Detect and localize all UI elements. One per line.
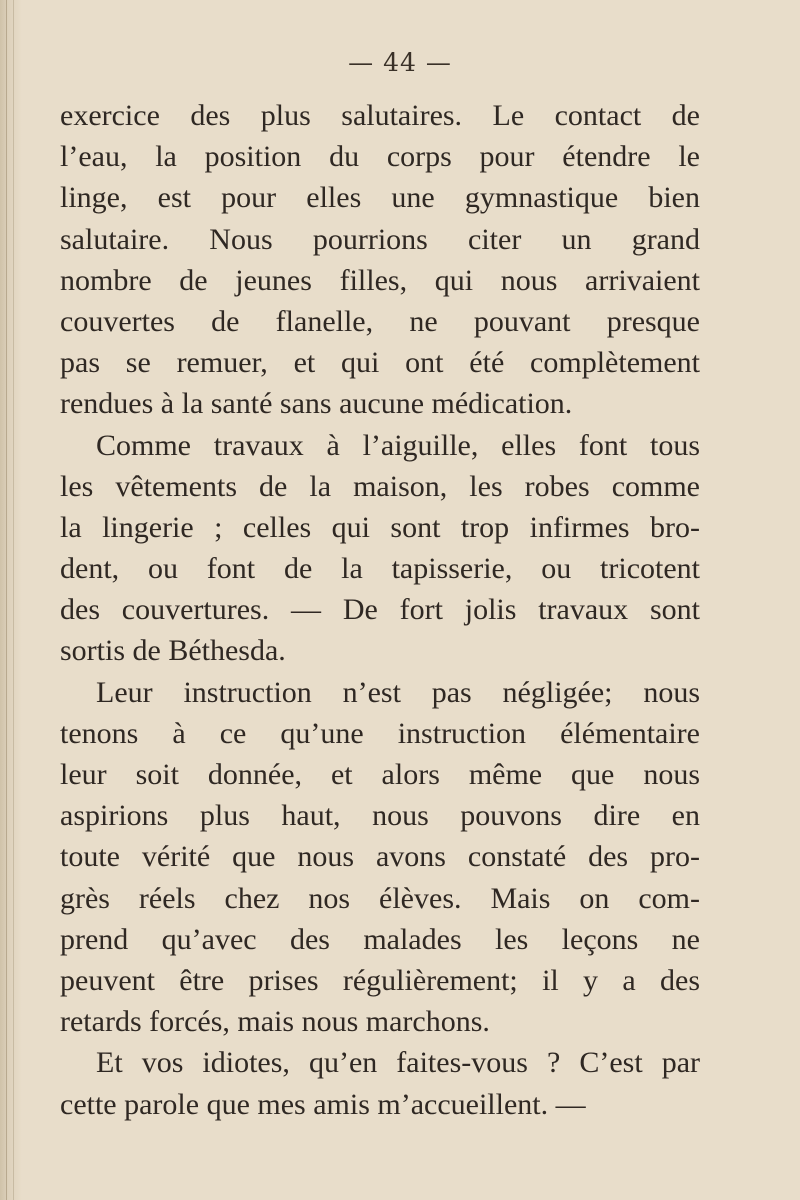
text-line: linge, est pour elles une gymnastique bien [60, 181, 700, 215]
text-line: retards forcés, mais nous marchons. [60, 1005, 490, 1039]
text-line: dent, ou font de la tapisserie, ou tricotent [60, 552, 700, 586]
text-line: les vêtements de la maison, les robes comme [60, 469, 700, 503]
text-line: aspirions plus haut, nous pouvons dire en [60, 799, 700, 833]
text-line: toute vérité que nous avons constaté des pro- [60, 840, 700, 874]
page-gutter [0, 0, 22, 1200]
text-line: tenons à ce qu’une instruction élémentaire [60, 716, 700, 750]
text-line: sortis de Béthesda. [60, 634, 286, 668]
gutter-line [13, 0, 14, 1200]
text-line: l’eau, la position du corps pour étendre le [60, 140, 700, 174]
text-line: leur soit donnée, et alors même que nous [60, 758, 700, 791]
text-line: exercice des plus salutaires. Le contact de [60, 99, 700, 132]
body-text [60, 95, 700, 1125]
text-line: couvertes de flanelle, ne pouvant presque [60, 304, 700, 338]
page-number: — 44 — [348, 48, 452, 77]
text-line: prend qu’avec des malades les leçons ne [60, 922, 700, 956]
gutter-line [6, 0, 7, 1200]
text-line: la lingerie ; celles qui sont trop infirmes bro- [60, 510, 700, 544]
text-line: des couvertures. — De fort jolis travaux sont [60, 593, 700, 627]
text-line: Et vos idiotes, qu’en faites-vous ? C’est par [96, 1046, 700, 1080]
text-line: grès réels chez nos élèves. Mais on com- [60, 881, 700, 915]
text-line: rendues à la santé sans aucune médication. [60, 387, 573, 421]
text-line: salutaire. Nous pourrions citer un grand [60, 222, 700, 256]
text-line: pas se remuer, et qui ont été complètement [60, 346, 700, 380]
text-line: Comme travaux à l’aiguille, elles font tous [96, 428, 700, 462]
text-line: cette parole que mes amis m’accueillent. — [60, 1087, 586, 1121]
text-line: nombre de jeunes filles, qui nous arrivaient [60, 263, 700, 297]
text-line: Leur instruction n’est pas négligée; nous [96, 675, 700, 709]
text-line: peuvent être prises régulièrement; il y a des [60, 963, 700, 997]
